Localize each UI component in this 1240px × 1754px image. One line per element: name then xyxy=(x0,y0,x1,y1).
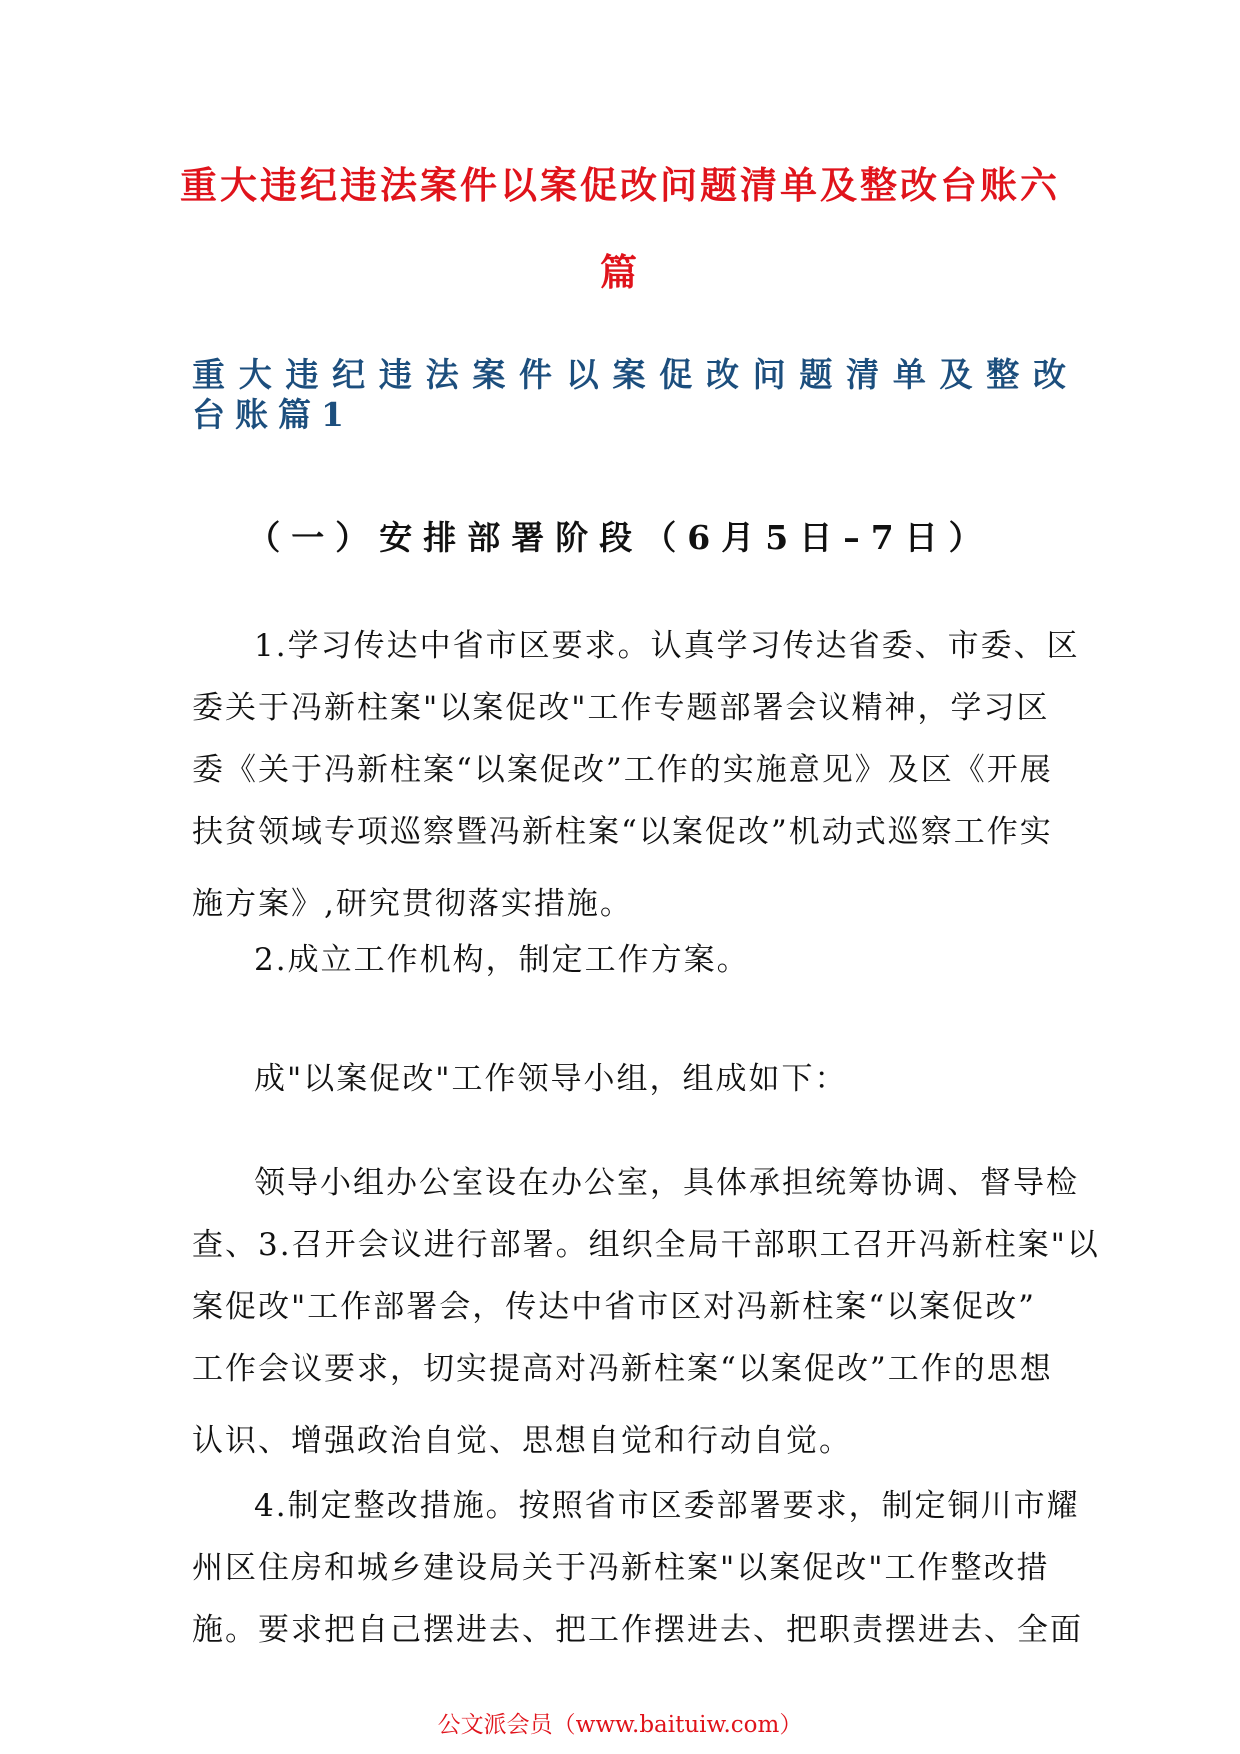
text-line: 施。要求把自己摆进去、把工作摆进去、把职责摆进去、全面 xyxy=(192,1612,1083,1648)
text-line: 领导小组办公室设在办公室，具体承担统筹协调、督导检 xyxy=(254,1165,1079,1201)
paragraph-leading-group xyxy=(192,1053,1072,1098)
text-line: 1.学习传达中省市区要求。认真学习传达省委、市委、区 xyxy=(254,628,1080,664)
paragraph-rectification-measures xyxy=(192,1480,1083,1666)
footer-watermark: 公文派会员（www.baituiw.com） xyxy=(437,1712,803,1738)
text-line: 成"以案促改"工作领导小组，组成如下： xyxy=(254,1061,848,1097)
paragraph-office-and-meeting xyxy=(192,1157,1100,1477)
text-line: 扶贫领域专项巡察暨冯新柱案“以案促改”机动式巡察工作实 xyxy=(192,814,1053,850)
section-heading xyxy=(192,355,1072,435)
text-line: 施方案》,研究贯彻落实措施。 xyxy=(192,886,633,922)
paragraph-establish-organization xyxy=(192,934,1072,979)
phase-heading: （一）安排部署阶段（6月5日–7日） xyxy=(247,518,993,557)
document-title-continued: 篇 xyxy=(600,250,640,294)
paragraph-study-requirements xyxy=(192,620,1080,940)
section-heading-line: 台账篇1 xyxy=(192,395,354,434)
section-heading-line: 重大违纪违法案件以案促改问题清单及整改 xyxy=(192,355,1072,394)
text-line: 委《关于冯新柱案“以案促改”工作的实施意见》及区《开展 xyxy=(192,752,1053,788)
text-line: 案促改"工作部署会，传达中省市区对冯新柱案“以案促改” xyxy=(192,1289,1036,1325)
text-line: 查、3.召开会议进行部署。组织全局干部职工召开冯新柱案"以 xyxy=(192,1227,1100,1263)
text-line: 委关于冯新柱案"以案促改"工作专题部署会议精神，学习区 xyxy=(192,690,1050,726)
text-line: 4.制定整改措施。按照省市区委部署要求，制定铜川市耀 xyxy=(254,1488,1080,1524)
text-line: 2.成立工作机构，制定工作方案。 xyxy=(254,942,750,978)
text-line: 工作会议要求，切实提高对冯新柱案“以案促改”工作的思想 xyxy=(192,1351,1053,1387)
text-line: 州区住房和城乡建设局关于冯新柱案"以案促改"工作整改措 xyxy=(192,1550,1050,1586)
text-line: 认识、增强政治自觉、思想自觉和行动自觉。 xyxy=(192,1423,852,1459)
document-title: 重大违纪违法案件以案促改问题清单及整改台账六 xyxy=(180,163,1060,207)
